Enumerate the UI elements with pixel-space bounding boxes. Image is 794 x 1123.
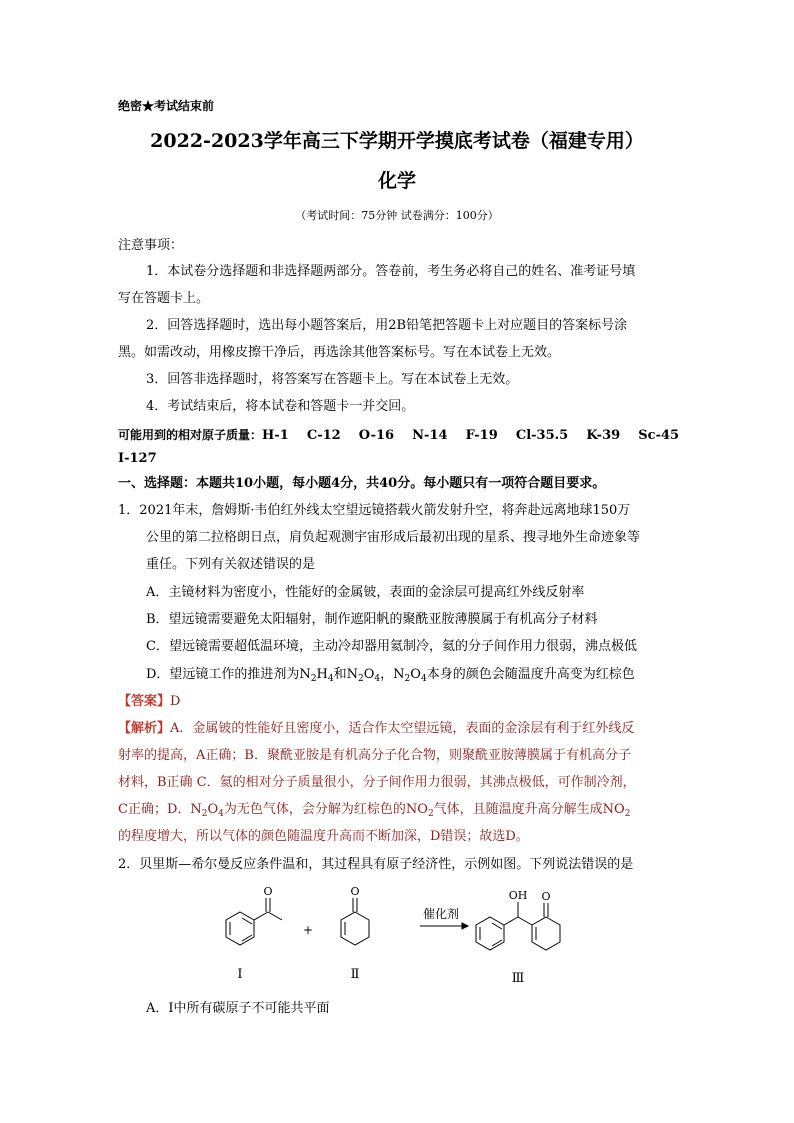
catalyst-label: 催化剂 <box>422 907 460 921</box>
q2-stem: 2．贝里斯—希尔曼反应条件温和，其过程具有原子经济性，示例如图。下列说法错误的是 <box>118 857 634 872</box>
notes-heading: 注意事项： <box>118 238 184 253</box>
exam-title: 2022-2023学年高三下学期开学摸底考试卷（福建专用） <box>150 130 644 152</box>
note-1a: 1．本试卷分选择题和非选择题两部分。答卷前，考生务必将自己的姓名、准考证号填 <box>146 264 636 279</box>
atom-o-2: O <box>350 885 360 898</box>
atomic-masses-values: H-1 C-12 O-16 N-14 F-19 Cl-35.5 K-39 Sc-45 <box>262 428 680 443</box>
note-2b: 黑。如需改动，用橡皮擦干净后，再选涂其他答案标号。写在本试卷上无效。 <box>118 345 561 360</box>
plus-sign: + <box>302 923 314 937</box>
section1-heading: 一、选择题：本题共10小题，每小题4分，共40分。每小题只有一项符合题目要求。 <box>118 476 606 491</box>
atom-o-1: O <box>263 885 273 898</box>
q1-option-c: C．望远镜需要超低温环境，主动冷却器用氦制冷，氦的分子间作用力很弱，沸点极低 <box>146 639 637 654</box>
q1-option-d: D．望远镜工作的推进剂为$N_2H_4$和$N_2O_4$，$N_2O_4$本身的颜色会随温度升高变为红棕色 <box>146 667 635 684</box>
atomic-masses <box>118 427 679 444</box>
q1-option-b: B．望远镜需要避免太阳辐射，制作遮阳帆的聚酰亚胺薄膜属于有机高分子材料 <box>146 612 598 627</box>
secret-label: 绝密★考试结束前 <box>118 99 215 113</box>
answer-label: 【答案】 <box>118 694 171 709</box>
label-compound-1: Ⅰ <box>237 967 243 982</box>
q1-analysis-2: 射率的提高，A正确；B．聚酰亚胺是有机高分子化合物，则聚酰亚胺薄膜属于有机高分子 <box>118 748 631 763</box>
answer-value: D <box>170 694 181 709</box>
q1-stem-3: 重任。下列有关叙述错误的是 <box>146 557 316 572</box>
note-3: 3．回答非选择题时，将答案写在答题卡上。写在本试卷上无效。 <box>146 372 519 387</box>
q1-analysis-3: 材料，B正确 C．氦的相对分子质量很小，分子间作用力很弱，其沸点极低，可作制冷剂， <box>118 775 636 790</box>
subject-title: 化学 <box>377 170 416 192</box>
note-1b: 写在答题卡上。 <box>118 291 210 306</box>
analysis-label: 【解析】 <box>118 721 171 736</box>
q1-analysis-5: 的程度增大，所以气体的颜色随温度升高而不断加深，D错误；故选D。 <box>118 829 529 844</box>
atomic-masses-values2: I-127 <box>118 451 157 466</box>
q2-option-a: A．Ⅰ中所有碳原子不可能共平面 <box>146 1001 330 1016</box>
note-2a: 2．回答选择题时，选出每小题答案后，用2B铅笔把答题卡上对应题目的答案标号涂 <box>146 318 628 333</box>
reaction-diagram <box>200 882 600 992</box>
q1-analysis-1: 【解析】A．金属铍的性能好且密度小，适合作太空望远镜，表面的金涂层有利于红外线反 <box>118 721 635 736</box>
note-4: 4．考试结束后，将本试卷和答题卡一并交回。 <box>146 399 415 414</box>
q1-option-a: A．主镜材料为密度小，性能好的金属铍，表面的金涂层可提高红外线反射率 <box>146 585 585 600</box>
atomic-masses-label: 可能用到的相对原子质量： <box>118 428 263 442</box>
atom-oh: OH <box>508 889 528 902</box>
atom-o-3: O <box>541 890 551 903</box>
exam-info: （考试时间：75分钟 试卷满分：100分） <box>295 209 499 222</box>
q1-analysis-4: C正确；D．$N_2O_4$为无色气体，会分解为红棕色的$NO_2$气体，且随温度升高分解生成$NO_2$ <box>118 802 631 819</box>
q1-stem-1: 1．2021年末，詹姆斯·韦伯红外线太空望远镜搭载火箭发射升空，将奔赴远离地球150万 <box>118 503 631 518</box>
label-compound-2: Ⅱ <box>350 967 360 982</box>
label-compound-3: Ⅲ <box>511 971 525 986</box>
q1-answer <box>118 694 180 710</box>
q1-stem-2: 公里的第二拉格朗日点，肩负起观测宇宙形成后最初出现的星系、搜寻地外生命迹象等 <box>146 530 641 545</box>
